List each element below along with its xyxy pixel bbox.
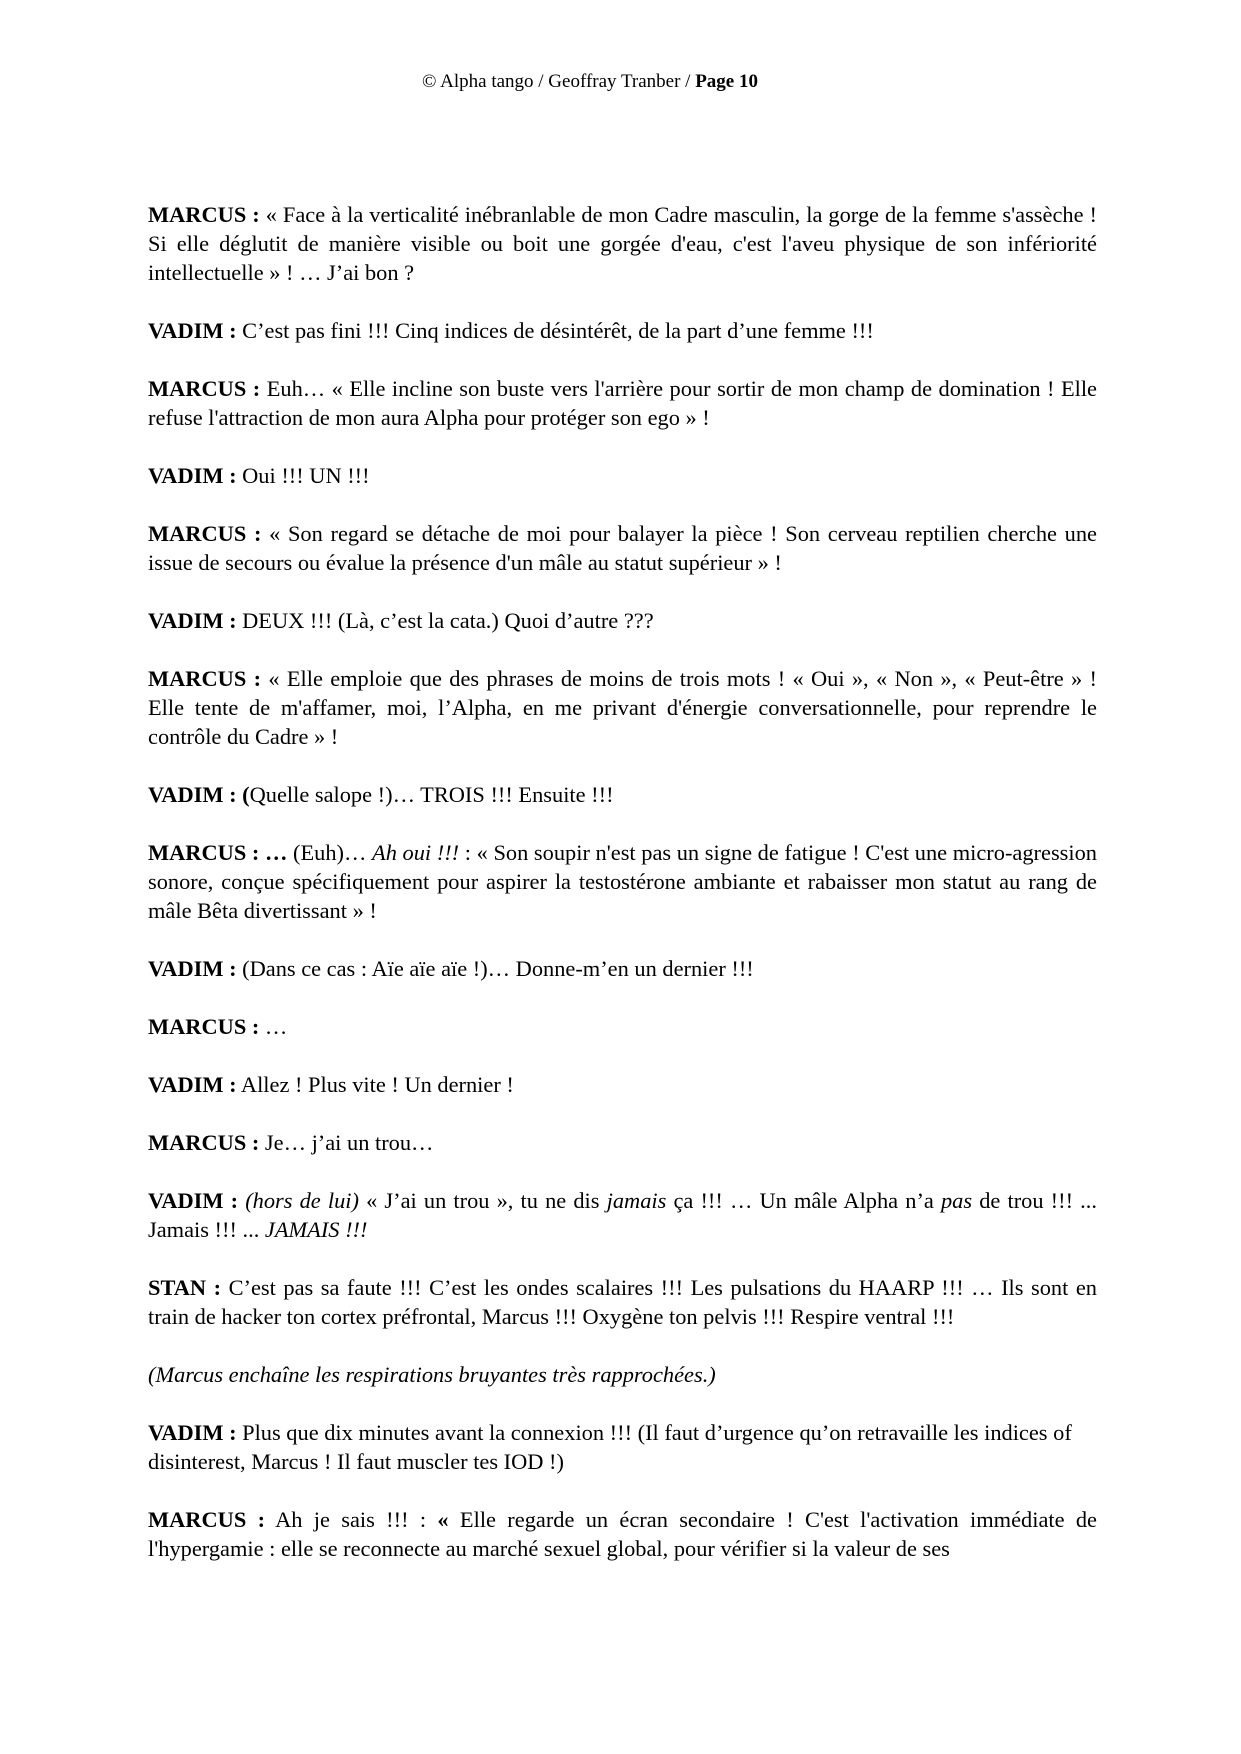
dialogue-text: Plus que dix minutes avant la connexion !!! (Il faut d’urgence qu’on retravaille les indices of disinterest, Marcus ! Il faut muscler tes IOD !) — [148, 1420, 1072, 1474]
italic-text: Ah oui !!! — [372, 840, 460, 865]
dialogue-text: Euh… « Elle incline son buste vers l'arrière pour sortir de mon champ de domination ! Elle refuse l'attraction de mon aura Alpha pour protéger son ego » ! — [148, 376, 1097, 430]
italic-text: (hors de lui) — [245, 1188, 359, 1213]
dialogue-paragraph — [148, 1418, 1097, 1476]
dialogue-text: DEUX !!! (Là, c’est la cata.) Quoi d’autre ??? — [236, 608, 654, 633]
italic-text: jamais — [606, 1188, 667, 1213]
dialogue-text: Quelle salope !)… TROIS !!! Ensuite !!! — [249, 782, 614, 807]
dialogue-text: … — [259, 1014, 288, 1039]
dialogue-text: Allez ! Plus vite ! Un dernier ! — [236, 1072, 514, 1097]
page-number: Page 10 — [695, 71, 758, 92]
speaker-name: MARCUS : — [148, 666, 262, 691]
page-header — [0, 70, 1180, 94]
dialogue-paragraph — [148, 664, 1097, 751]
dialogue-paragraph — [148, 1186, 1097, 1244]
speaker-name: « — [437, 1507, 449, 1532]
dialogue-text: Je… j’ai un trou… — [259, 1130, 434, 1155]
dialogue-paragraph — [148, 461, 1097, 490]
speaker-name: VADIM : — [148, 956, 237, 981]
speaker-name: VADIM : — [148, 1188, 239, 1213]
dialogue-text: (Euh)… — [287, 840, 373, 865]
italic-text: JAMAIS !!! — [264, 1217, 368, 1242]
speaker-name: VADIM : ( — [148, 782, 250, 807]
speaker-name: VADIM : — [148, 463, 237, 488]
dialogue-text: « J’ai un trou », tu ne dis — [358, 1188, 607, 1213]
dialogue-text: Oui !!! UN !!! — [236, 463, 370, 488]
dialogue-text: « Son regard se détache de moi pour balayer la pièce ! Son cerveau reptilien cherche une issue de secours ou évalue la présence d'un mâle au statut supérieur » ! — [148, 521, 1097, 575]
dialogue-paragraph — [148, 1273, 1097, 1331]
dialogue-text: « Face à la verticalité inébranlable de mon Cadre masculin, la gorge de la femme s'assèche ! Si elle déglutit de manière visible ou boit une gorgée d'eau, c'est l'aveu physique de son infériorité intellectuelle » ! … J’ai bon ? — [148, 202, 1097, 285]
dialogue-paragraph — [148, 200, 1097, 287]
italic-text: (Marcus enchaîne les respirations bruyantes très rapprochées.) — [148, 1362, 716, 1387]
speaker-name: VADIM : — [148, 318, 237, 343]
dialogue-paragraph — [148, 1012, 1097, 1041]
dialogue-paragraph — [148, 519, 1097, 577]
dialogue-text: C’est pas sa faute !!! C’est les ondes scalaires !!! Les pulsations du HAARP !!! … Ils sont en train de hacker ton cortex préfrontal, Marcus !!! Oxygène ton pelvis !!! Respire ventral !!! — [148, 1275, 1097, 1329]
italic-text: pas — [940, 1188, 973, 1213]
speaker-name: MARCUS : — [148, 202, 260, 227]
dialogue-text: « Elle emploie que des phrases de moins de trois mots ! « Oui », « Non », « Peut-être » ! Elle tente de m'affamer, moi, l’Alpha, en me privant d'énergie conversationnelle, pour reprendre le contrôle du Cadre » ! — [148, 666, 1097, 749]
dialogue-text: ça !!! … Un mâle Alpha n’a — [666, 1188, 941, 1213]
speaker-name: STAN : — [148, 1275, 222, 1300]
dialogue-text: Elle regarde un écran secondaire ! C'est l'activation immédiate de l'hypergamie : elle se reconnecte au marché sexuel global, pour vérifier si la valeur de ses — [148, 1507, 1097, 1561]
speaker-name: VADIM : — [148, 608, 237, 633]
dialogue-paragraph — [148, 606, 1097, 635]
dialogue-text: C’est pas fini !!! Cinq indices de désintérêt, de la part d’une femme !!! — [236, 318, 874, 343]
speaker-name: MARCUS : — [148, 1130, 260, 1155]
speaker-name: MARCUS : — [148, 521, 262, 546]
dialogue-paragraph — [148, 374, 1097, 432]
dialogue-paragraph — [148, 838, 1097, 925]
dialogue-paragraph — [148, 1128, 1097, 1157]
script-body — [148, 200, 1097, 1592]
dialogue-text: de trou !!! ... Jamais !!! ... — [148, 1188, 1097, 1242]
header-text: © Alpha tango / Geoffray Tranber / — [422, 71, 696, 92]
dialogue-paragraph — [148, 954, 1097, 983]
speaker-name: VADIM : — [148, 1072, 237, 1097]
dialogue-text: (Dans ce cas : Aïe aïe aïe !)… Donne-m’en un dernier !!! — [236, 956, 754, 981]
speaker-name: MARCUS : — [148, 1507, 266, 1532]
speaker-name: MARCUS : — [148, 376, 261, 401]
dialogue-paragraph — [148, 1505, 1097, 1563]
dialogue-paragraph — [148, 316, 1097, 345]
dialogue-text: Ah je sais !!! : — [265, 1507, 438, 1532]
speaker-name: MARCUS : … — [148, 840, 288, 865]
dialogue-paragraph — [148, 1070, 1097, 1099]
speaker-name: MARCUS : — [148, 1014, 260, 1039]
dialogue-paragraph — [148, 1360, 1097, 1389]
speaker-name: VADIM : — [148, 1420, 237, 1445]
dialogue-text: : « Son soupir n'est pas un signe de fatigue ! C'est une micro-agression sonore, conçue spécifiquement pour aspirer la testostérone ambiante et rabaisser mon statut au rang de mâle Bêta divertissant » ! — [148, 840, 1097, 923]
dialogue-paragraph — [148, 780, 1097, 809]
